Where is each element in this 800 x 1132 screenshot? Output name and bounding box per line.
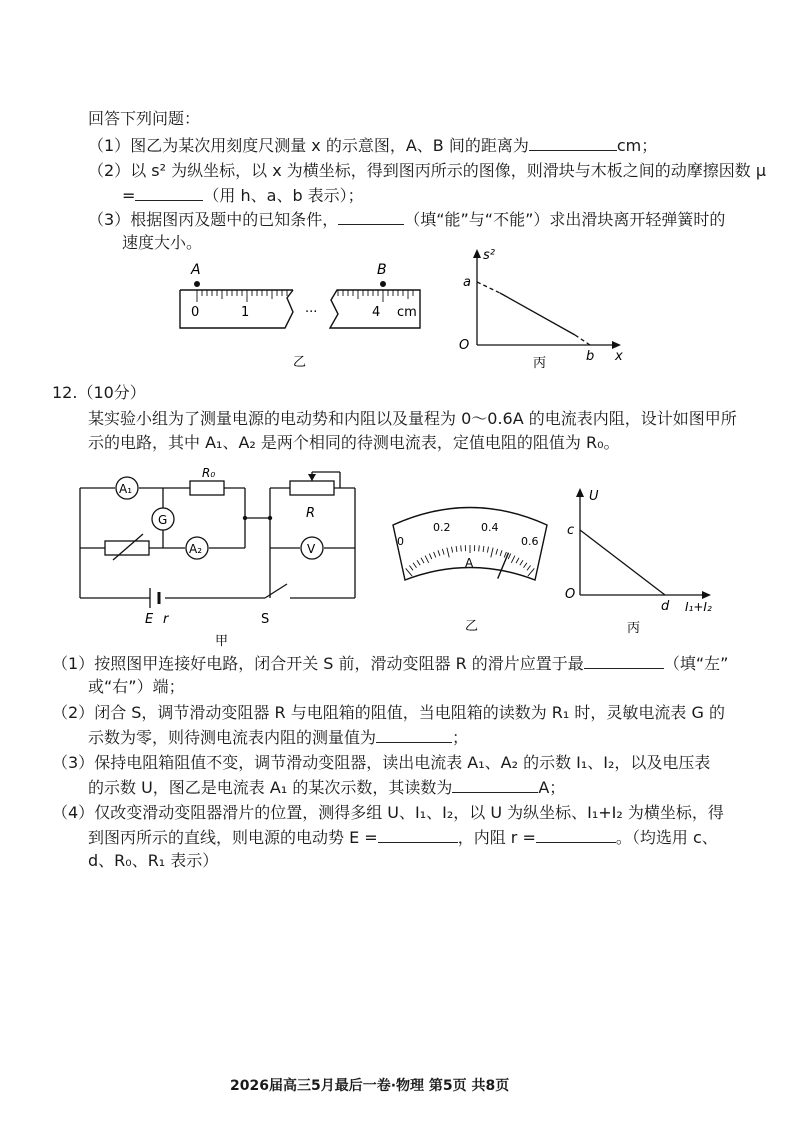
q12-header: 12.（10分）	[52, 383, 146, 402]
q12-part4-line2: 到图丙所示的直线，则电源的电动势 E = ，内阻 r = 。（均选用 c、	[88, 828, 718, 847]
r-label: R	[306, 506, 316, 521]
meter-unit-label: A	[465, 556, 474, 570]
ellipsis-label: ···	[305, 305, 318, 320]
scale-label-0.4: 0.4	[481, 521, 499, 534]
extrapolated-line-end	[575, 335, 590, 345]
q12-part4-line3: d、R₀、R₁ 表示）	[88, 851, 219, 870]
answer-blank	[529, 134, 617, 151]
q11-part2-line2: = （用 h、a、b 表示）；	[122, 186, 364, 205]
q12-part1-line2: 或“右”）端；	[88, 677, 185, 696]
q12-part4: （4）仅改变滑动变阻器滑片的位置，测得多组 U、I₁、I₂，以 U 为纵坐标、I₁+I₂ 为横坐标，得	[52, 803, 724, 822]
intercept-b-label: b	[586, 349, 595, 364]
rheostat-r	[290, 481, 334, 495]
q12-part2: （2）闭合 S，调节滑动变阻器 R 与电阻箱的阻值，当电阻箱的读数为 R₁ 时，灵敏电流表 G 的	[52, 703, 725, 722]
origin-label: O	[459, 338, 470, 353]
figure-caption-bing: 丙	[533, 356, 547, 370]
u-i-graph	[565, 480, 735, 645]
origin-label: O	[565, 587, 576, 602]
y-axis-label: s²	[483, 248, 495, 263]
internal-r-label: r	[163, 612, 169, 627]
figure-caption-yi2: 乙	[465, 619, 479, 634]
point-b-dot	[380, 281, 386, 287]
y-axis-arrow	[576, 488, 584, 497]
answer-blank	[584, 652, 664, 669]
switch-s-label: S	[261, 612, 270, 627]
y-axis-arrow	[473, 249, 481, 258]
answer-blank	[338, 208, 404, 225]
q11-part3: （3）根据图丙及题中的已知条件， （填“能”与“不能”）求出滑块离开轻弹簧时的	[88, 210, 726, 229]
q12-part2-line2: 示数为零，则待测电流表内阻的测量值为 ；	[88, 728, 469, 747]
q11-part1: （1）图乙为某次用刻度尺测量 x 的示意图，A、B 间的距离为 cm；	[88, 136, 658, 155]
v-label: V	[307, 542, 316, 556]
intercept-c-label: c	[567, 523, 575, 538]
fit-line	[580, 530, 665, 595]
intercept-a-label: a	[463, 275, 471, 290]
tick-label-0: 0	[191, 305, 200, 320]
label-a: A	[191, 262, 201, 278]
extrapolated-line	[477, 282, 500, 293]
e-label: E	[145, 612, 154, 627]
q12-description-line2: 示的电路，其中 A₁、A₂ 是两个相同的待测电流表，定值电阻的阻值为 R₀。	[88, 433, 620, 452]
figure-caption-jia: 甲	[215, 634, 229, 648]
scale-label-0.6: 0.6	[521, 535, 539, 548]
answer-blank	[452, 776, 538, 793]
intercept-d-label: d	[661, 599, 670, 614]
tick-label-4: 4	[372, 305, 381, 320]
q12-part1: （1）按照图甲连接好电路，闭合开关 S 前，滑动变阻器 R 的滑片应置于最 （填“左”	[52, 654, 729, 673]
label-b: B	[377, 262, 387, 278]
x-axis-arrow	[612, 341, 621, 349]
resistor-r0	[190, 481, 224, 495]
tick-label-1: 1	[241, 305, 250, 320]
q11-part2: （2）以 s² 为纵坐标，以 x 为横坐标，得到图丙所示的图像，则滑块与木板之间的动摩擦因数 μ	[88, 161, 767, 180]
x-axis-label: I₁+I₂	[685, 600, 712, 614]
intro-text: 回答下列问题：	[88, 109, 201, 128]
scale-label-0: 0	[397, 535, 404, 548]
x-axis-arrow	[702, 591, 711, 599]
rheostat-slider-arrow	[308, 474, 316, 481]
figure-caption-bing2: 丙	[627, 621, 641, 636]
g-label: G	[158, 513, 168, 527]
answer-blank	[378, 826, 458, 843]
circuit-diagram	[75, 468, 375, 648]
a1-label: A₁	[119, 482, 133, 496]
figure-caption-yi: 乙	[293, 355, 307, 370]
unit-label: cm	[397, 305, 417, 320]
q11-part3-line2: 速度大小。	[122, 233, 203, 252]
r0-label: R₀	[202, 468, 216, 480]
ammeter-dial-figure	[385, 495, 555, 645]
a2-label: A₂	[189, 542, 203, 556]
q12-part3-line2: 的示数 U，图乙是电流表 A₁ 的某次示数，其读数为 A；	[88, 778, 566, 797]
answer-blank	[536, 826, 616, 843]
junction-dot	[243, 516, 247, 520]
s2-x-graph	[455, 245, 635, 370]
point-a-dot	[194, 281, 200, 287]
ruler-figure	[175, 260, 425, 370]
page-footer: 2026届高三5月最后一卷·物理 第5页 共8页	[230, 1078, 510, 1094]
answer-blank	[135, 184, 203, 201]
q12-description-line1: 某实验小组为了测量电源的电动势和内阻以及量程为 0～0.6A 的电流表内阻，设计如图甲所	[88, 409, 737, 428]
data-line	[500, 293, 575, 335]
scale-label-0.2: 0.2	[433, 521, 451, 534]
y-axis-label: U	[589, 489, 599, 504]
q12-part3: （3）保持电阻箱阻值不变，调节滑动变阻器，读出电流表 A₁、A₂ 的示数 I₁、I₂，以及电压表	[52, 753, 711, 772]
junction-dot	[268, 516, 272, 520]
answer-blank	[376, 726, 452, 743]
x-axis-label: x	[615, 349, 623, 364]
